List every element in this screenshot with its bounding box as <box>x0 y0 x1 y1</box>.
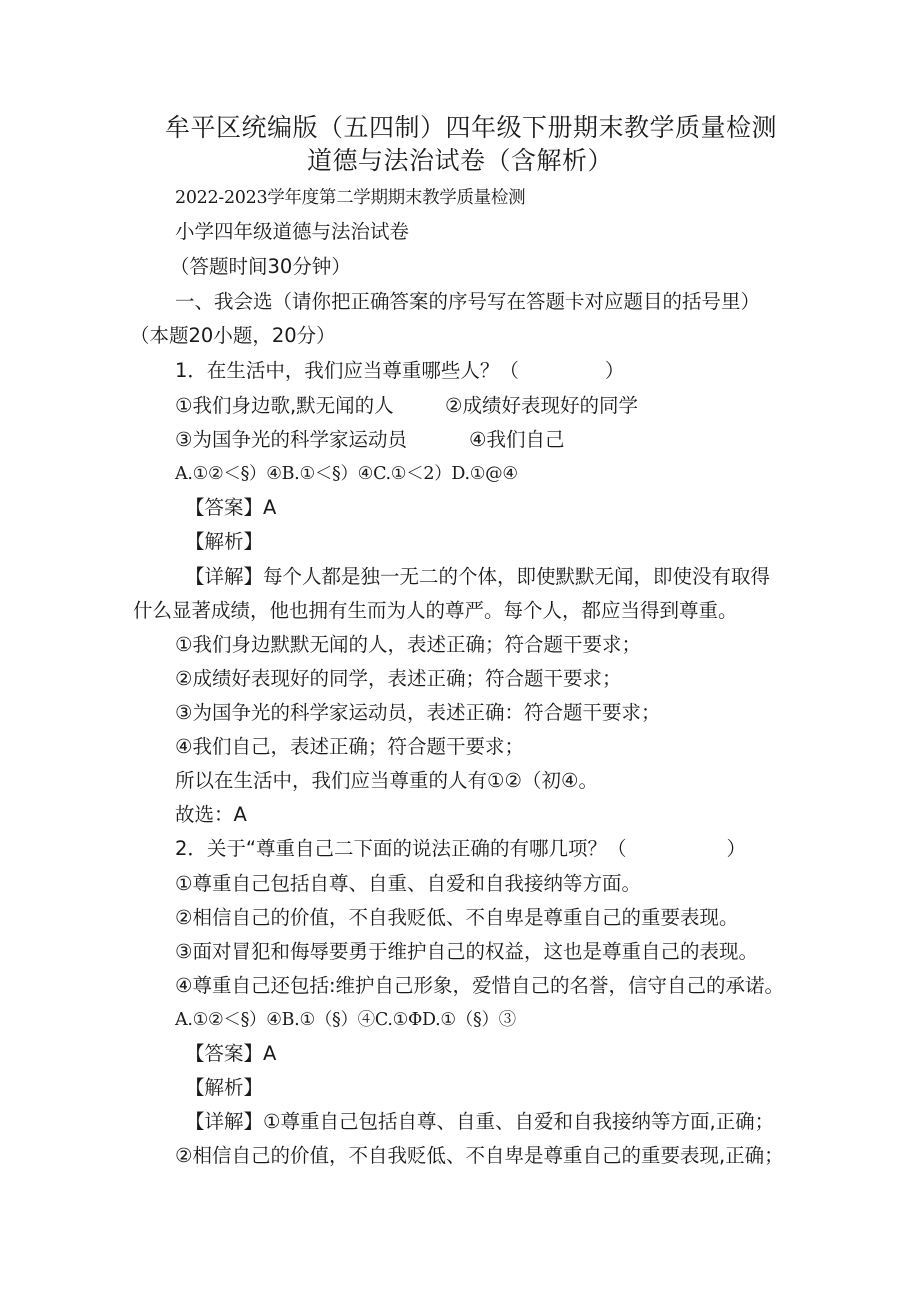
q1-stem <box>175 357 624 385</box>
q2-stem-close: ） <box>726 837 747 860</box>
q2-analysis-label: 【解析】 <box>185 1076 264 1099</box>
q1-explain-2: ②成绩好表现好的同学，表述正确；符合题干要求； <box>175 667 622 690</box>
q1-options-row1 <box>175 392 638 420</box>
q1-option-1: ①我们身边歌,默无闻的人 <box>175 394 394 417</box>
document-title-line2: 道德与法治试卷（含解析） <box>306 146 613 175</box>
q2-detail-line1: 【详解】①尊重自己包括自尊、自重、自爱和自我接纳等方面,正确； <box>185 1110 775 1133</box>
q2-choices: A.①②＜§）④B.①（§）④C.①ΦD.①（§）③ <box>175 1010 516 1030</box>
q1-explain-1: ①我们身边默默无闻的人，表述正确；符合题干要求； <box>175 633 641 656</box>
q1-stem-close: ） <box>604 359 625 382</box>
q2-statement-4: ④尊重自己还包括:维护自己形象，爱惜自己的名誉，信守自己的承诺。 <box>175 974 785 997</box>
q2-detail-line2: ②相信自己的价值，不自我贬低、不自卑是尊重自己的重要表现,正确； <box>175 1144 784 1167</box>
subtitle-exam: 小学四年级道德与法治试卷 <box>175 220 410 243</box>
q2-stem-text: 2．关于“尊重自己二下面的说法正确的有哪几项？（ <box>175 837 627 860</box>
q1-detail-line1: 【详解】每个人都是独一无二的个体，即使默默无闻，即使没有取得 <box>185 565 771 588</box>
document-title-line1: 牟平区统编版（五四制）四年级下册期末教学质量检测 <box>164 113 777 142</box>
q1-choices: A.①②＜§）④B.①＜§）④C.①＜2）D.①@④ <box>175 464 518 484</box>
time-note: （答题时间30分钟） <box>170 255 351 278</box>
q1-detail-line2: 什么显著成绩，他也拥有生而为人的尊严。每个人，都应当得到尊重。 <box>133 599 738 622</box>
section-note: （本题20小题，20分） <box>130 324 336 347</box>
q1-stem-text: 1．在生活中，我们应当尊重哪些人？（ <box>175 359 519 382</box>
q2-statement-3: ③面对冒犯和侮辱要勇于维护自己的权益，这也是尊重自己的表现。 <box>175 940 758 963</box>
q2-answer: 【答案】A <box>185 1042 277 1065</box>
q1-analysis-label: 【解析】 <box>185 530 264 553</box>
q1-option-4: ④我们自己 <box>469 428 565 451</box>
q1-explain-4: ④我们自己，表述正确；符合题干要求； <box>175 735 524 758</box>
q1-pick: 故选：A <box>175 803 247 826</box>
q1-option-3: ③为国争光的科学家运动员 <box>175 428 407 451</box>
q2-statement-1: ①尊重自己包括自尊、自重、自爱和自我接纳等方面。 <box>175 872 641 895</box>
q1-conclusion: 所以在生活中，我们应当尊重的人有①②（初④。 <box>175 769 598 792</box>
q1-options-row2 <box>175 426 564 454</box>
section-heading: 一、我会选（请你把正确答案的序号写在答题卡对应题目的括号里） <box>175 290 761 313</box>
q1-option-2: ②成绩好表现好的同学 <box>445 394 638 417</box>
q2-statement-2: ②相信自己的价值，不自我贬低、不自卑是尊重自己的重要表现。 <box>175 906 739 929</box>
subtitle-term: 2022-2023学年度第二学期期末教学质量检测 <box>175 188 526 208</box>
q2-stem <box>175 835 746 863</box>
q1-answer: 【答案】A <box>185 496 277 519</box>
q1-explain-3: ③为国争光的科学家运动员，表述正确：符合题干要求； <box>175 701 661 724</box>
